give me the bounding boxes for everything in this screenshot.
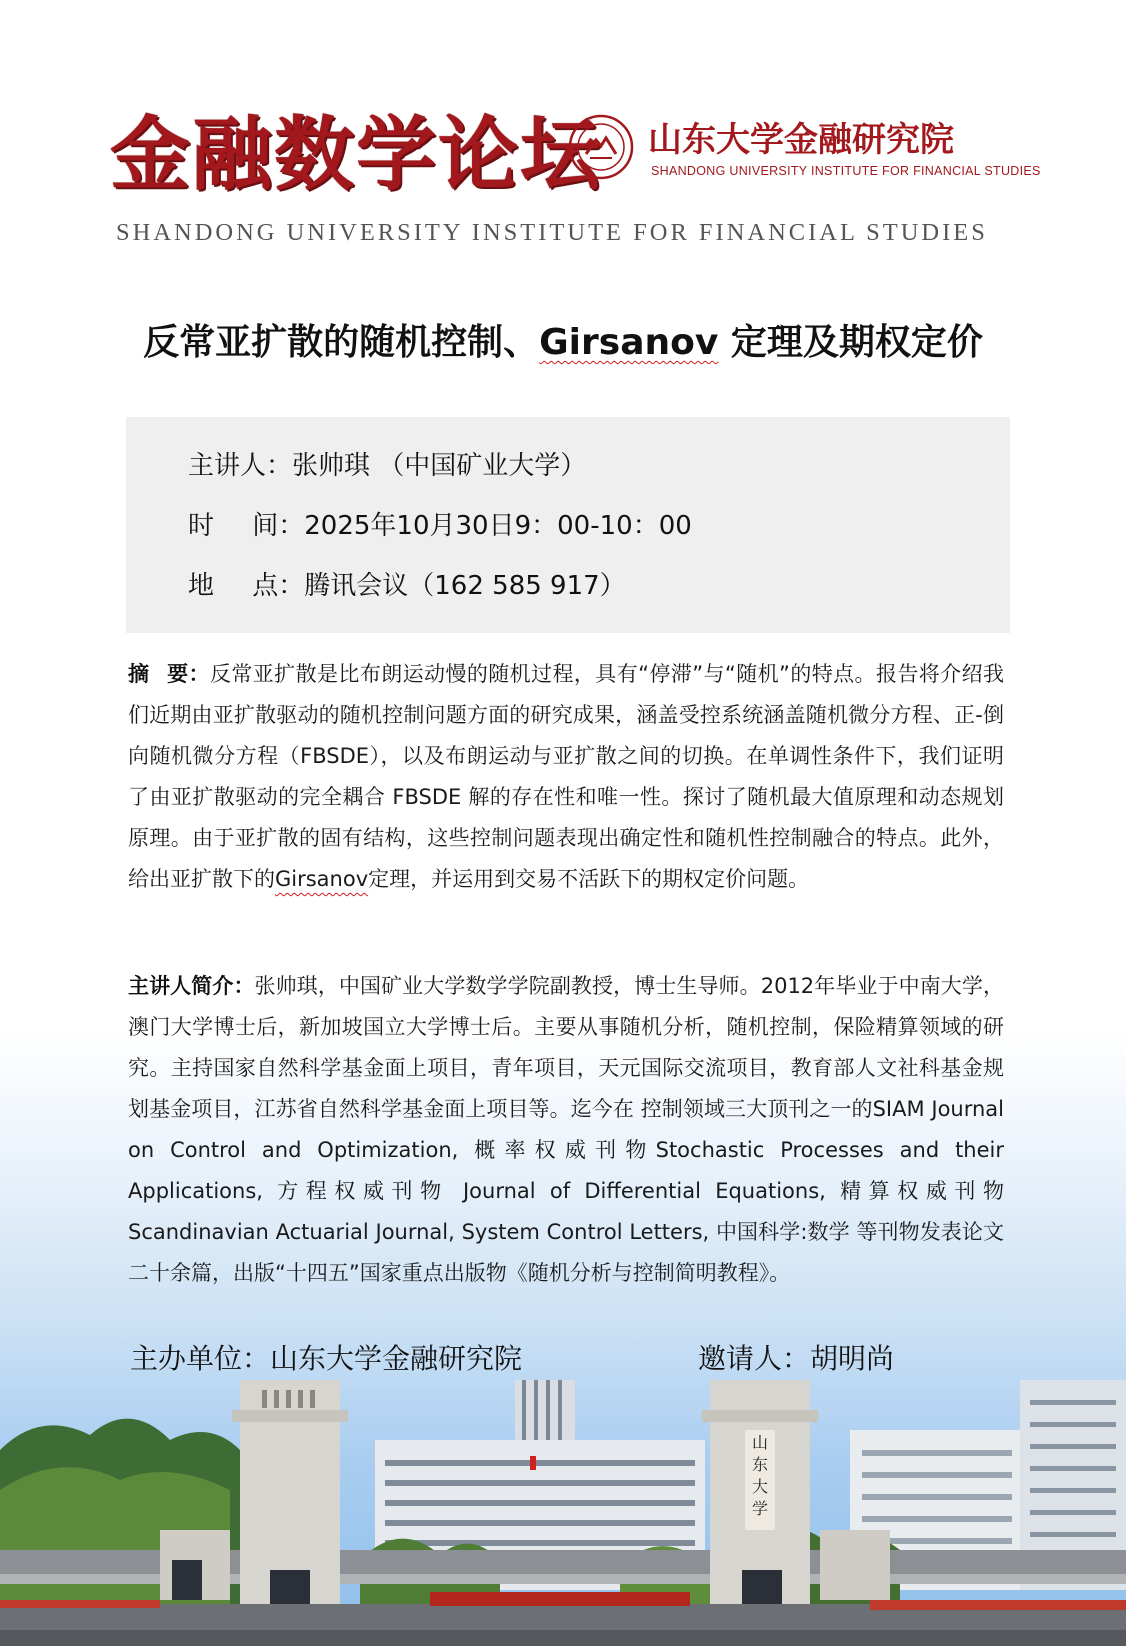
speaker-value: 张帅琪 （中国矿业大学）: [292, 451, 587, 481]
host-value: 山东大学金融研究院: [270, 1342, 523, 1375]
place-row: [188, 566, 626, 606]
bio-text: 张帅琪，中国矿业大学数学学院副教授，博士生导师。2012年毕业于中南大学，澳门大学博士后，新加坡国立大学博士后。主要从事随机分析，随机控制，保险精算领域的研究。主持国家自然科学基金面上项目，青年项目，天元国际交流项目，教育部人文社科基金规划基金项目，江苏省自然科学基金面上项目等。迄今在 控制领域三大顶刊之一的SIAM Journal on Control and Optimization, 概率权威刊物Stochastic Processes and their Applications, 方程权威刊物 Journal of Differential Equations, 精算权威刊物Scandinavian Actuarial Journal, System Control Letters, 中国科学:数学 等刊物发表论文二十余篇，出版“十四五”国家重点出版物《随机分析与控制简明教程》。: [128, 974, 1004, 1285]
talk-title-part-1: 反常亚扩散的随机控制、: [143, 322, 540, 363]
campus-gate-image: [0, 1380, 1126, 1646]
speaker-row: [188, 446, 586, 486]
svg-text:学: 学: [751, 1499, 769, 1518]
info-box: [126, 417, 1010, 633]
institute-name-cn: 山东大学金融研究院: [648, 120, 954, 160]
host-organizer: [130, 1337, 522, 1381]
forum-title: 金融数学论坛: [110, 107, 602, 201]
inviter-value: 胡明尚: [810, 1342, 895, 1375]
host-label: 主办单位：: [130, 1342, 271, 1375]
abstract-text-1: 反常亚扩散是比布朗运动慢的随机过程，具有“停滞”与“随机”的特点。报告将介绍我们近期由亚扩散驱动的随机控制问题方面的研究成果，涵盖受控系统涵盖随机微分方程、正-倒向随机微分方程（FBSDE），以及布朗运动与亚扩散之间的切换。在单调性条件下，我们证明了由亚扩散驱动的完全耦合 FBSDE 解的存在性和唯一性。探讨了随机最大值原理和动态规划原理。由于亚扩散的固有结构，这些控制问题表现出确定性和随机性控制融合的特点。此外，给出亚扩散下的: [128, 662, 1005, 891]
abstract-text-2: 定理，并运用到交易不活跃下的期权定价问题。: [368, 867, 810, 891]
university-seal-icon: [568, 114, 634, 180]
talk-title-part-2: 定理及期权定价: [718, 322, 983, 363]
svg-text:山: 山: [751, 1433, 769, 1452]
abstract-paragraph: [128, 654, 1004, 900]
time-value: 2025年10月30日9：00-10：00: [304, 511, 692, 541]
institute-name-en-small: SHANDONG UNIVERSITY INSTITUTE FOR FINANCIAL STUDIES: [651, 164, 1041, 178]
speaker-label: 主讲人：: [188, 451, 293, 481]
inviter: [698, 1337, 894, 1381]
abstract-label: 摘 要：: [128, 662, 210, 686]
abstract-term: Girsanov: [275, 867, 369, 891]
talk-title-term: Girsanov: [539, 322, 719, 363]
institute-name-en-large: SHANDONG UNIVERSITY INSTITUTE FOR FINANCIAL STUDIES: [116, 219, 988, 246]
time-row: [188, 506, 692, 546]
svg-text:大: 大: [751, 1477, 769, 1496]
svg-text:东: 东: [751, 1455, 769, 1474]
time-label: 时 间：: [188, 511, 305, 541]
place-label: 地 点：: [188, 571, 305, 601]
inviter-label: 邀请人：: [698, 1342, 811, 1375]
bio-label: 主讲人简介：: [128, 974, 255, 998]
talk-title: [60, 315, 1066, 371]
place-value: 腾讯会议（162 585 917）: [304, 571, 626, 601]
bio-paragraph: [128, 966, 1004, 1294]
